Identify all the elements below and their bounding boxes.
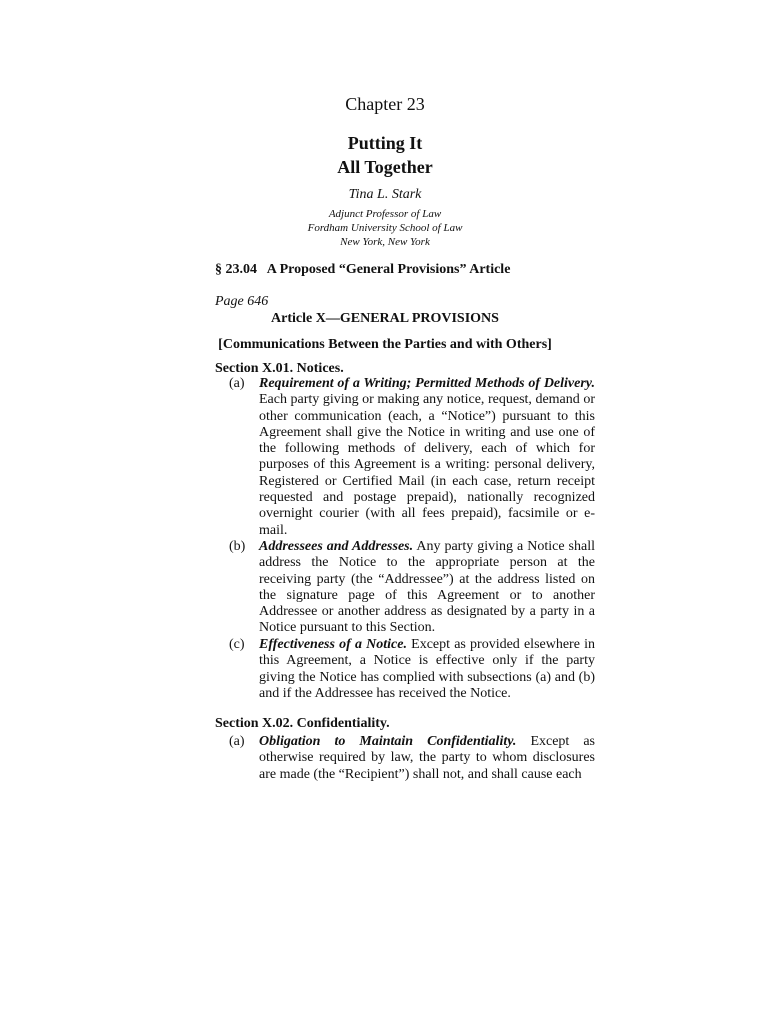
item-label: (c) — [229, 637, 245, 652]
item-text: Each party giving or making any notice, request, demand or other communication (each, a “Notice”) pursuant to this Agreement shall give the Notice in writing and use one of the following methods of delivery, each of which for purposes of this Agreement is a writing: personal delivery, Registered or Certified Mail (in each case, return receipt requested and postage prepaid), nationally recognized overnight courier (with all fees prepaid), facsimile or e-mail. — [259, 392, 595, 538]
notice-item-c — [215, 637, 595, 702]
item-label: (a) — [229, 376, 245, 391]
section-x02-title: Section X.02. Confidentiality. — [215, 716, 390, 731]
item-label: (b) — [229, 539, 246, 554]
item-heading: Obligation to Maintain Confidentiality. — [259, 734, 517, 749]
confidentiality-item-a — [215, 734, 595, 783]
item-heading: Addressees and Addresses. — [259, 539, 414, 554]
article-title: Article X—GENERAL PROVISIONS — [271, 311, 499, 326]
item-heading: Requirement of a Writing; Permitted Methods of Delivery. — [259, 376, 595, 391]
item-text: Any party giving a Notice shall address the Notice to the appropriate person at the receiving party (the “Addressee”) at the address listed on the signature page of this Agreement or to another Addressee or another address as designated by a party in a Notice pursuant to this Section. — [259, 539, 595, 636]
item-heading: Effectiveness of a Notice. — [259, 637, 407, 652]
chapter-number: Chapter 23 — [345, 94, 425, 114]
title-line-2: All Together — [337, 157, 433, 177]
author-institution: Fordham University School of Law — [307, 222, 463, 234]
item-text: Except as provided elsewhere in this Agreement, a Notice is effective only if the party giving the Notice has complied with subsections (a) and (b) and if the Addressee has received the Notice. — [259, 637, 596, 701]
author-location: New York, New York — [340, 236, 430, 248]
item-text: Except as otherwise required by law, the party to whom disclosures are made (the “Recipient”) shall not, and shall cause each — [259, 734, 596, 782]
section-heading: § 23.04 A Proposed “General Provisions” Article — [215, 262, 511, 277]
page-reference: Page 646 — [215, 294, 269, 309]
item-label: (a) — [229, 734, 245, 749]
author-name: Tina L. Stark — [348, 187, 422, 202]
article-subtitle: [Communications Between the Parties and with Others] — [218, 337, 552, 352]
notice-item-a — [215, 376, 595, 539]
title-line-1: Putting It — [347, 133, 423, 153]
notice-item-b — [215, 539, 595, 637]
chapter-title — [0, 131, 770, 179]
section-x01-title: Section X.01. Notices. — [215, 361, 344, 376]
author-title: Adjunct Professor of Law — [328, 208, 442, 220]
